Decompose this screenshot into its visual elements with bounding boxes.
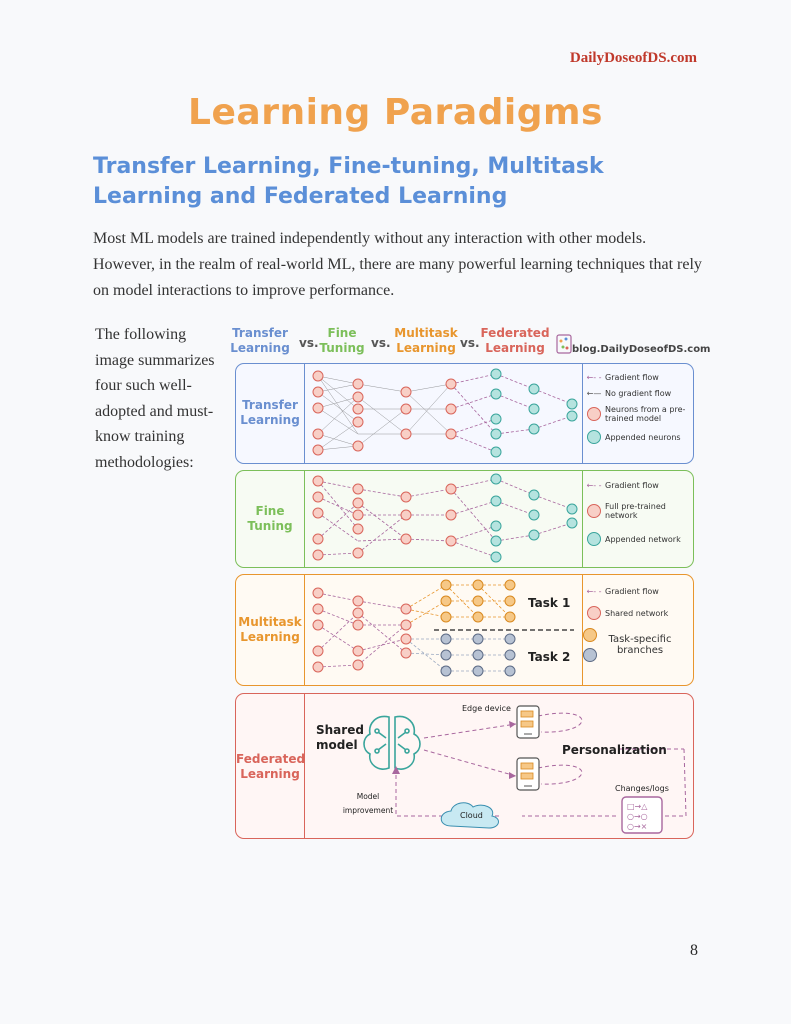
network-finetune bbox=[306, 471, 582, 567]
legend-item bbox=[583, 502, 689, 520]
legend-text: Shared network bbox=[605, 608, 669, 618]
gray-neuron-icon bbox=[583, 648, 597, 662]
panel-label-finetune: Fine Tuning bbox=[247, 504, 293, 533]
legend-text: Gradient flow bbox=[605, 587, 659, 596]
legend-finetune bbox=[583, 481, 689, 553]
section-subtitle: Transfer Learning, Fine-tuning, Multitask Learning and Federated Learning bbox=[93, 154, 604, 209]
pink-neuron-icon bbox=[587, 606, 601, 620]
intro-paragraph: Most ML models are trained independently without any interaction with other models. However, in the realm of real-world ML, there are many powerful learning techniques that rely on model interactions to improve performance. bbox=[93, 230, 702, 299]
panel-finetune bbox=[235, 470, 694, 568]
arrow-icon bbox=[392, 766, 400, 774]
teal-neuron-icon bbox=[587, 430, 601, 444]
svg-text:○→○: ○→○ bbox=[627, 812, 648, 821]
pink-neuron-icon bbox=[587, 407, 601, 421]
panel-divider bbox=[304, 575, 305, 685]
blog-logo-icon bbox=[556, 333, 572, 355]
task2-label: Task 2 bbox=[528, 650, 571, 664]
network-transfer bbox=[306, 364, 582, 463]
panel-federated bbox=[235, 693, 694, 839]
arrow-icon bbox=[509, 772, 516, 779]
edge-device-label: Edge device bbox=[462, 704, 511, 713]
network-multitask bbox=[306, 575, 582, 685]
legend-text: Appended neurons bbox=[605, 432, 681, 442]
side-paragraph: The following image summarizes four such well-adopted and must-know training methodologies: bbox=[95, 326, 215, 471]
brain-icon bbox=[364, 716, 420, 769]
pink-neuron-icon bbox=[587, 504, 601, 518]
legend-text: Task-specific branches bbox=[608, 634, 672, 656]
figure-header-federated: Federated Learning bbox=[480, 326, 550, 355]
model-improvement-label: Model improvement bbox=[342, 792, 394, 815]
task1-label: Task 1 bbox=[528, 596, 571, 610]
legend-text: No gradient flow bbox=[605, 389, 672, 398]
teal-neuron-icon bbox=[587, 532, 601, 546]
legend-transfer bbox=[583, 373, 689, 451]
legend-item bbox=[583, 606, 689, 620]
orange-neuron-icon bbox=[583, 628, 597, 642]
solid-arrow-icon: ←— bbox=[586, 389, 602, 398]
legend-text: Gradient flow bbox=[605, 373, 659, 382]
cloud-label: Cloud bbox=[460, 811, 483, 820]
brand-link[interactable]: DailyDoseofDS.com bbox=[569, 50, 697, 66]
legend-text: Full pre-trained network bbox=[605, 502, 666, 520]
legend-item bbox=[583, 532, 689, 546]
personalization-label: Personalization bbox=[562, 743, 667, 757]
shared-model-label: Shared model bbox=[316, 723, 364, 752]
arrow-icon bbox=[509, 721, 516, 728]
legend-item bbox=[583, 405, 689, 423]
blog-link[interactable]: blog.DailyDoseofDS.com bbox=[572, 344, 711, 355]
logs-icon bbox=[622, 797, 662, 833]
gradient-arrow-icon: ←- - bbox=[586, 481, 602, 490]
gradient-arrow-icon: ←- - bbox=[586, 373, 602, 382]
page-title: Learning Paradigms bbox=[188, 92, 603, 133]
figure-vs-1: vs. bbox=[299, 336, 319, 350]
figure-header-finetune: Fine Tuning bbox=[319, 326, 365, 355]
page-number: 8 bbox=[690, 942, 698, 959]
panel-transfer bbox=[235, 363, 694, 464]
changes-logs-label: Changes/logs bbox=[615, 784, 669, 793]
figure-vs-2: vs. bbox=[371, 336, 391, 350]
panel-label-federated: Federated Learning bbox=[236, 752, 306, 781]
edge-device-icon bbox=[517, 706, 539, 738]
panel-divider bbox=[304, 364, 305, 463]
legend-text: Gradient flow bbox=[605, 481, 659, 490]
panel-multitask bbox=[235, 574, 694, 686]
panel-label-transfer: Transfer Learning bbox=[240, 398, 300, 427]
panel-label-multitask: Multitask Learning bbox=[238, 615, 302, 644]
legend-item bbox=[583, 481, 689, 490]
legend-multitask bbox=[583, 587, 689, 669]
figure-vs-3: vs. bbox=[460, 336, 480, 350]
svg-text:○→×: ○→× bbox=[627, 822, 648, 831]
legend-item bbox=[583, 373, 689, 382]
legend-item bbox=[583, 628, 689, 662]
gradient-arrow-icon: ←- - bbox=[586, 587, 602, 596]
figure-header-transfer: Transfer Learning bbox=[230, 326, 290, 355]
legend-item bbox=[583, 430, 689, 444]
svg-text:□→△: □→△ bbox=[627, 802, 648, 811]
panel-divider bbox=[304, 471, 305, 567]
legend-text: Neurons from a pre-trained model bbox=[605, 405, 686, 423]
legend-text: Appended network bbox=[605, 534, 681, 544]
panel-divider bbox=[304, 694, 305, 838]
legend-item bbox=[583, 389, 689, 398]
edge-device-icon bbox=[517, 758, 539, 790]
figure-header-multitask: Multitask Learning bbox=[394, 326, 458, 355]
legend-item bbox=[583, 587, 689, 596]
